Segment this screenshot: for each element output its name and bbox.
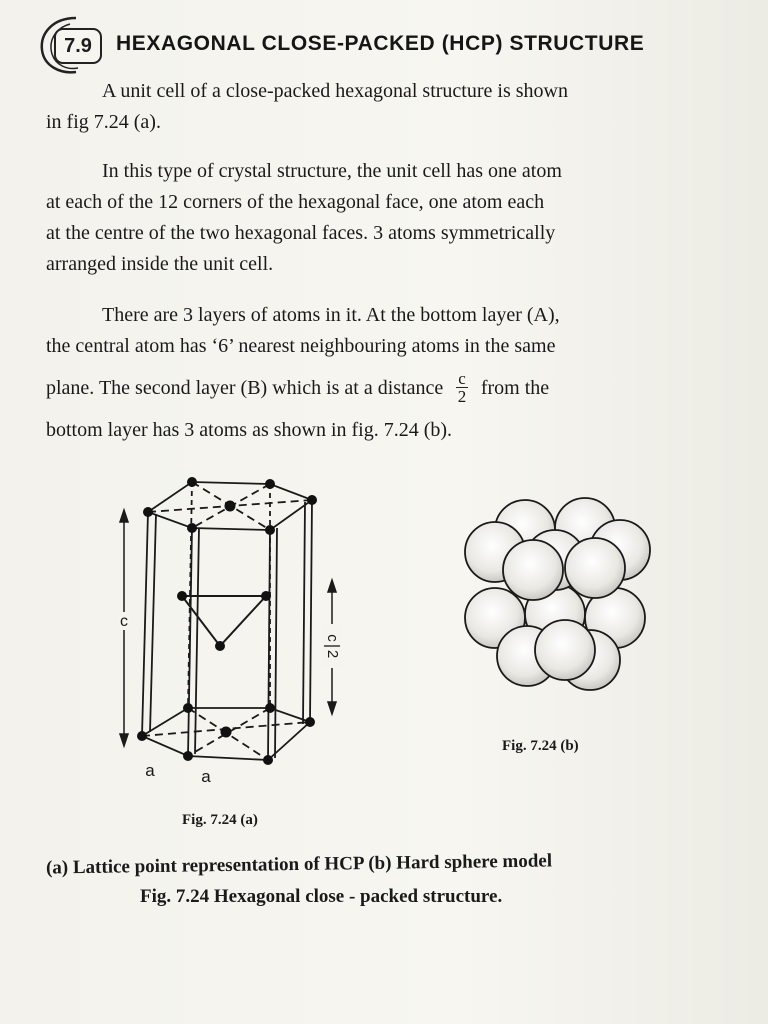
label-c-half-num: c	[324, 634, 341, 642]
fraction-denominator: 2	[457, 387, 467, 406]
paragraph-line: from the	[480, 377, 550, 400]
section-heading	[36, 14, 736, 74]
figure-b-caption: Fig. 7.24 (b)	[502, 738, 579, 754]
paragraph-line: bottom layer has 3 atoms as shown in fig. 7.24 (b).	[46, 419, 453, 441]
label-c-half-den: 2	[324, 649, 341, 659]
figure-a-caption: Fig. 7.24 (a)	[182, 812, 258, 828]
fraction-c-over-2	[456, 370, 468, 405]
paragraph-intro	[46, 76, 724, 138]
paragraph-line: in fig 7.24 (a).	[46, 111, 161, 133]
hard-sphere-model	[455, 490, 660, 700]
paragraph-line: at the centre of the two hexagonal faces. 3 atoms symmetrically	[46, 222, 556, 244]
paragraph-line: There are 3 layers of atoms in it. At the bottom layer (A),	[102, 304, 560, 326]
paragraph-line: at each of the 12 corners of the hexagonal face, one atom each	[46, 191, 545, 213]
paragraph-layers	[46, 300, 724, 446]
paragraph-line: In this type of crystal structure, the unit cell has one atom	[102, 160, 562, 182]
section-number: 7.9	[54, 28, 102, 64]
fraction-numerator: c	[458, 369, 466, 388]
label-a-right: a	[201, 767, 211, 786]
paragraph-line: A unit cell of a close-packed hexagonal structure is shown	[102, 80, 568, 102]
paragraph-line: the central atom has ‘6’ nearest neighbouring atoms in the same	[46, 335, 556, 357]
figure-caption-line-1: (a) Lattice point representation of HCP (b) Hard sphere model	[45, 850, 553, 879]
paragraph-line: arranged inside the unit cell.	[46, 253, 274, 275]
label-c: c	[120, 613, 128, 630]
paragraph-structure	[46, 156, 724, 280]
paragraph-line: plane. The second layer (B) which is at a distance	[46, 377, 444, 400]
hcp-unit-cell-diagram	[100, 470, 360, 790]
label-a-left: a	[145, 761, 155, 780]
section-title: HEXAGONAL CLOSE-PACKED (HCP) STRUCTURE	[116, 32, 645, 55]
figure-caption-line-2: Fig. 7.24 Hexagonal close - packed structure.	[140, 886, 503, 907]
